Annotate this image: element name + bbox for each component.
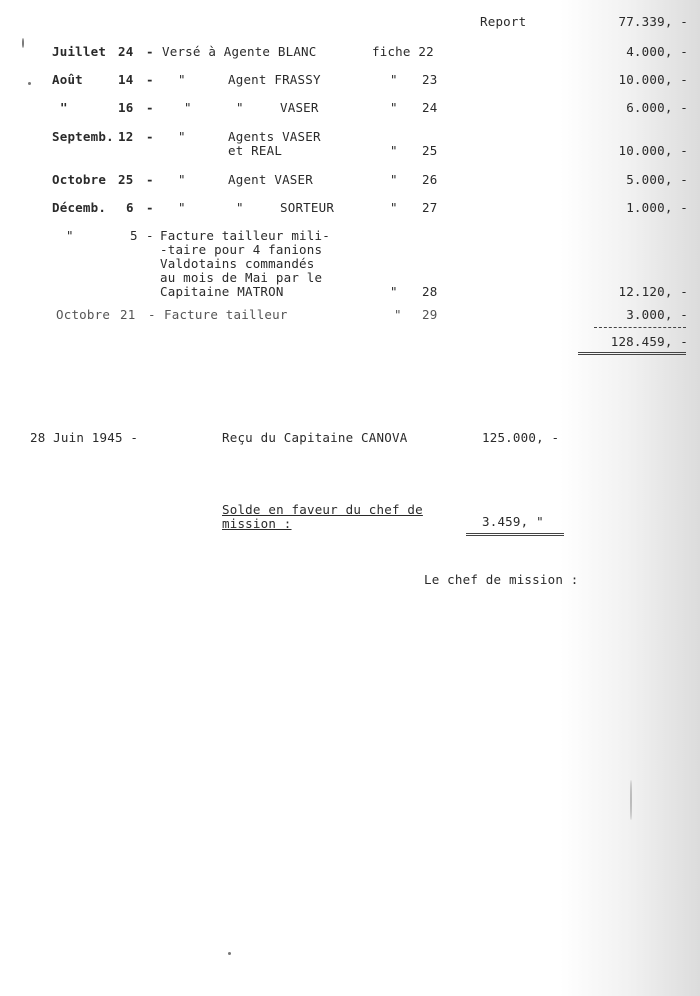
row-amount: 10.000, - (618, 72, 688, 87)
row-amount: 10.000, - (618, 143, 688, 158)
row-description: Agents VASER (228, 129, 321, 144)
row-description: VASER (280, 100, 319, 115)
row-dash: - (146, 72, 154, 87)
row-fiche-ditto: " (390, 143, 398, 158)
row-day: 16 (118, 100, 134, 115)
row-amount: 12.120, - (618, 284, 688, 299)
row-ditto: " (178, 72, 186, 87)
row-ditto: " (236, 100, 244, 115)
row-fiche-ditto: " (394, 307, 402, 322)
row-fiche-ditto: " (390, 200, 398, 215)
receipt-date: 28 Juin 1945 - (30, 430, 139, 445)
row-ditto: " (236, 200, 244, 215)
row-fiche-number: 24 (422, 100, 438, 115)
row-dash: - (146, 44, 154, 59)
row-day: 24 (118, 44, 134, 59)
row-description: -taire pour 4 fanions (160, 242, 323, 257)
row-fiche-ditto: " (390, 284, 398, 299)
row-day: 6 (126, 200, 134, 215)
row-ditto: " (178, 172, 186, 187)
row-description: Capitaine MATRON (160, 284, 284, 299)
row-dash: - (148, 307, 156, 322)
balance-amount: 3.459, " (482, 514, 544, 529)
row-amount: 4.000, - (626, 44, 688, 59)
row-description: Facture tailleur mili- (160, 228, 330, 243)
row-fiche-number: 26 (422, 172, 438, 187)
row-description: Agent VASER (228, 172, 313, 187)
scan-speck (22, 38, 24, 48)
row-day: 12 (118, 129, 134, 144)
receipt-amount: 125.000, - (482, 430, 560, 445)
row-month: " (60, 100, 68, 115)
row-amount: 1.000, - (626, 200, 688, 215)
receipt-description: Reçu du Capitaine CANOVA (222, 430, 408, 445)
row-ditto: " (178, 200, 186, 215)
row-month: Octobre (56, 307, 111, 322)
row-description: Versé à Agente BLANC (162, 44, 317, 59)
row-fiche-number: 23 (422, 72, 438, 87)
balance-label: mission : (222, 516, 292, 531)
row-ditto: " (178, 129, 186, 144)
row-description: SORTEUR (280, 200, 335, 215)
row-fiche-ditto: " (390, 172, 398, 187)
report-label: Report (480, 14, 527, 29)
row-day: 14 (118, 72, 134, 87)
row-month: Juillet (52, 44, 107, 59)
row-day: 25 (118, 172, 134, 187)
row-fiche-number: 28 (422, 284, 438, 299)
row-month: Octobre (52, 172, 107, 187)
row-amount: 5.000, - (626, 172, 688, 187)
row-month: Août (52, 72, 83, 87)
row-dash: - (146, 200, 154, 215)
row-day: 5 (130, 228, 138, 243)
report-value: 77.339, - (618, 14, 688, 29)
row-month: " (66, 228, 74, 243)
balance-rule-double (466, 533, 564, 536)
row-amount: 3.000, - (626, 307, 688, 322)
row-description: Valdotains commandés (160, 256, 315, 271)
scan-speck (630, 780, 632, 820)
row-description: au mois de Mai par le (160, 270, 323, 285)
row-dash: - (146, 172, 154, 187)
row-month: Septemb. (52, 129, 114, 144)
total-rule-double (578, 352, 686, 355)
row-fiche-number: 29 (422, 307, 438, 322)
row-description: Facture tailleur (164, 307, 288, 322)
balance-label: Solde en faveur du chef de (222, 502, 423, 517)
row-description: Agent FRASSY (228, 72, 321, 87)
row-fiche-number: 27 (422, 200, 438, 215)
row-dash: - (146, 129, 154, 144)
row-amount: 6.000, - (626, 100, 688, 115)
scan-speck (28, 82, 31, 85)
row-dash: - (146, 228, 154, 243)
row-fiche: fiche 22 (372, 44, 434, 59)
total-rule-top (594, 327, 686, 328)
row-dash: - (146, 100, 154, 115)
row-month: Décemb. (52, 200, 107, 215)
row-description: et REAL (228, 143, 283, 158)
row-ditto: " (184, 100, 192, 115)
signature-label: Le chef de mission : (424, 572, 579, 587)
row-fiche-ditto: " (390, 100, 398, 115)
row-day: 21 (120, 307, 136, 322)
row-fiche-number: 25 (422, 143, 438, 158)
total-amount: 128.459, - (610, 334, 688, 349)
row-fiche-ditto: " (390, 72, 398, 87)
scan-speck (228, 952, 231, 955)
